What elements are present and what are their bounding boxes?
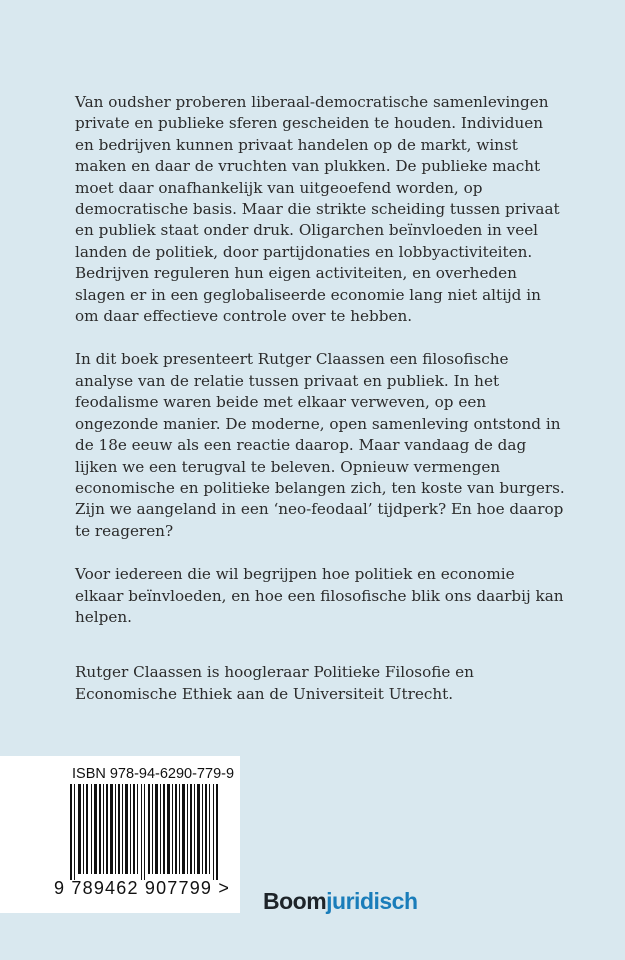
barcode-digits: 9 789462 907799 > bbox=[54, 878, 231, 898]
isbn-label: ISBN 978-94-6290-779-9 bbox=[72, 766, 235, 782]
publisher-logo bbox=[263, 888, 418, 915]
author-bio: Rutger Claassen is hoogleraar Politieke Filosofie en Economische Ethiek aan de Universiteit Utrecht. bbox=[75, 663, 474, 703]
publisher-name-part1: Boom bbox=[263, 888, 327, 914]
back-cover-text bbox=[75, 92, 565, 727]
barcode-icon bbox=[70, 784, 220, 880]
blurb-paragraph-3: Voor iedereen die wil begrijpen hoe politiek en economie elkaar beïnvloeden, en hoe een filosofische blik ons daarbij kan helpen. bbox=[75, 565, 564, 626]
blurb-paragraph-2: In dit boek presenteert Rutger Claassen een filosofische analyse van de relatie tussen privaat en publiek. In het feodalisme waren beide met elkaar verweven, op een ongezonde manier. De moderne, open samenleving ontstond in de 18e eeuw als een reactie daarop. Maar vandaag de dag lijken we een terugval te beleven. Opnieuw vermengen economische en politieke belangen zich, ten koste van burgers. Zijn we aangeland in een ‘neo-feodaal’ tijdperk? En hoe daarop te reageren? bbox=[75, 350, 565, 540]
publisher-name-part2: juridisch bbox=[326, 888, 418, 914]
blurb-paragraph-1: Van oudsher proberen liberaal-democratische samenlevingen private en publieke sferen gescheiden te houden. Individuen en bedrijven kunnen privaat handelen op de markt, winst maken en daar de vruchten van plukken. De publieke macht moet daar onafhankelijk van uitgeoefend worden, op democratische basis. Maar die strikte scheiding tussen privaat en publiek staat onder druk. Oligarchen beïnvloeden in veel landen de politiek, door partijdonaties en lobbyactiviteiten. Bedrijven reguleren hun eigen activiteiten, en overheden slagen er in een geglobaliseerde economie lang niet altijd in om daar effectieve controle over te hebben. bbox=[75, 93, 560, 326]
